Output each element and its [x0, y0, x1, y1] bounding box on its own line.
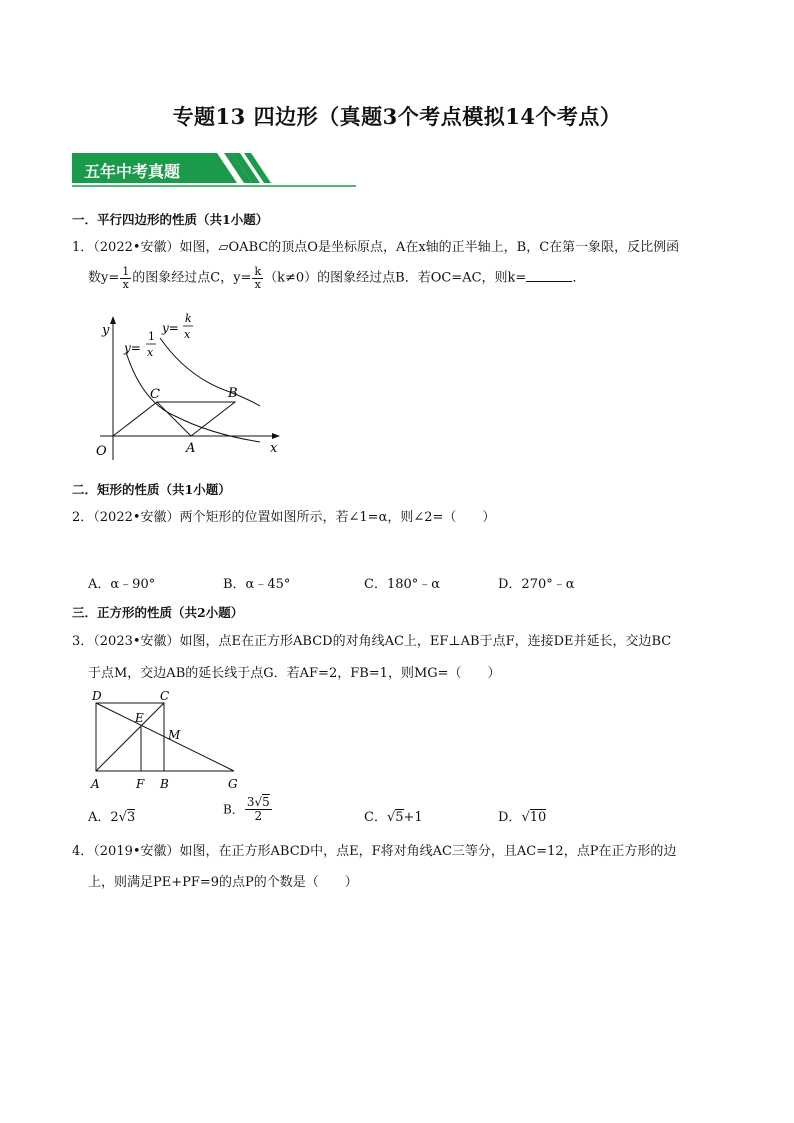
label-B: B [228, 386, 238, 401]
q2-option-a: A．α﹣90° [88, 577, 156, 592]
q2-line-1: 2．（2022•安徽）两个矩形的位置如图所示，若∠1=α，则∠2=（ ） [72, 510, 496, 525]
curve1-num: 1 [148, 330, 155, 343]
fraction-1-over-x: $\frac{1}{x}$ [122, 265, 130, 291]
page-title: 专题13 四边形（真题3个考点模拟14个考点） [172, 104, 622, 129]
q3-option-a: A．2√3 [88, 810, 136, 825]
curve1-den: x [147, 346, 154, 359]
q1-line-2: 数y= $\frac{1}{x}$ 的图象经过点C，y= $\frac{k}{x}$ （k≠0）的图象经过点B．若OC=AC，则k= ． [88, 265, 586, 291]
q3-figure [86, 688, 246, 794]
q2-option-b: B．α﹣45° [223, 577, 291, 592]
label-A: A [186, 441, 196, 456]
section-heading-3: 三．正方形的性质（共2小题） [72, 605, 244, 620]
q3-option-c: C．√5+1 [364, 810, 423, 825]
q4-line-1: 4．（2019•安徽）如图，在正方形ABCD中，点E，F将对角线AC三等分，且AC=12，点P在正方形的边 [72, 844, 677, 859]
y-axis-label: y [102, 323, 110, 338]
section-heading-2: 二．矩形的性质（共1小题） [72, 482, 231, 497]
q3-line-1: 3．（2023•安徽）如图，点E在正方形ABCD的对角线AC上，EF⊥AB于点F，连接DE并延长，交边BC [72, 634, 672, 649]
q3-option-d: D．√10 [498, 810, 547, 825]
curve2-den: x [184, 328, 191, 341]
fraction-k-over-x: $\frac{k}{x}$ [254, 265, 262, 291]
label-A: A [91, 777, 100, 791]
label-B: B [160, 777, 169, 791]
answer-blank [526, 270, 572, 282]
q1-figure [90, 310, 290, 465]
q2-option-d: D．270°﹣α [498, 577, 575, 592]
q4-line-2: 上，则满足PE+PF=9的点P的个数是（ ） [88, 875, 358, 890]
section-heading-1: 一．平行四边形的性质（共1小题） [72, 212, 269, 227]
x-axis-label: x [270, 441, 278, 456]
curve2-label: y= [162, 321, 179, 335]
banner-label: 五年中考真题 [84, 162, 181, 181]
label-C: C [150, 387, 160, 402]
q3-option-b: B． $\frac{3√5}{2}$ [223, 795, 270, 823]
q2-option-c: C．180°﹣α [364, 577, 441, 592]
q3-line-2: 于点M，交边AB的延长线于点G．若AF=2，FB=1，则MG=（ ） [88, 666, 501, 681]
label-D: D [92, 689, 102, 703]
label-G: G [228, 777, 238, 791]
label-E: E [135, 711, 144, 725]
curve1-label: y= [124, 341, 141, 355]
label-M: M [168, 728, 181, 742]
label-O: O [96, 444, 107, 459]
curve2-num: k [185, 312, 192, 325]
label-F: F [136, 777, 145, 791]
q1-line-1: 1．（2022•安徽）如图，▱OABC的顶点O是坐标原点，A在x轴的正半轴上，B，C在第一象限，反比例函 [72, 240, 680, 255]
label-C: C [160, 689, 170, 703]
